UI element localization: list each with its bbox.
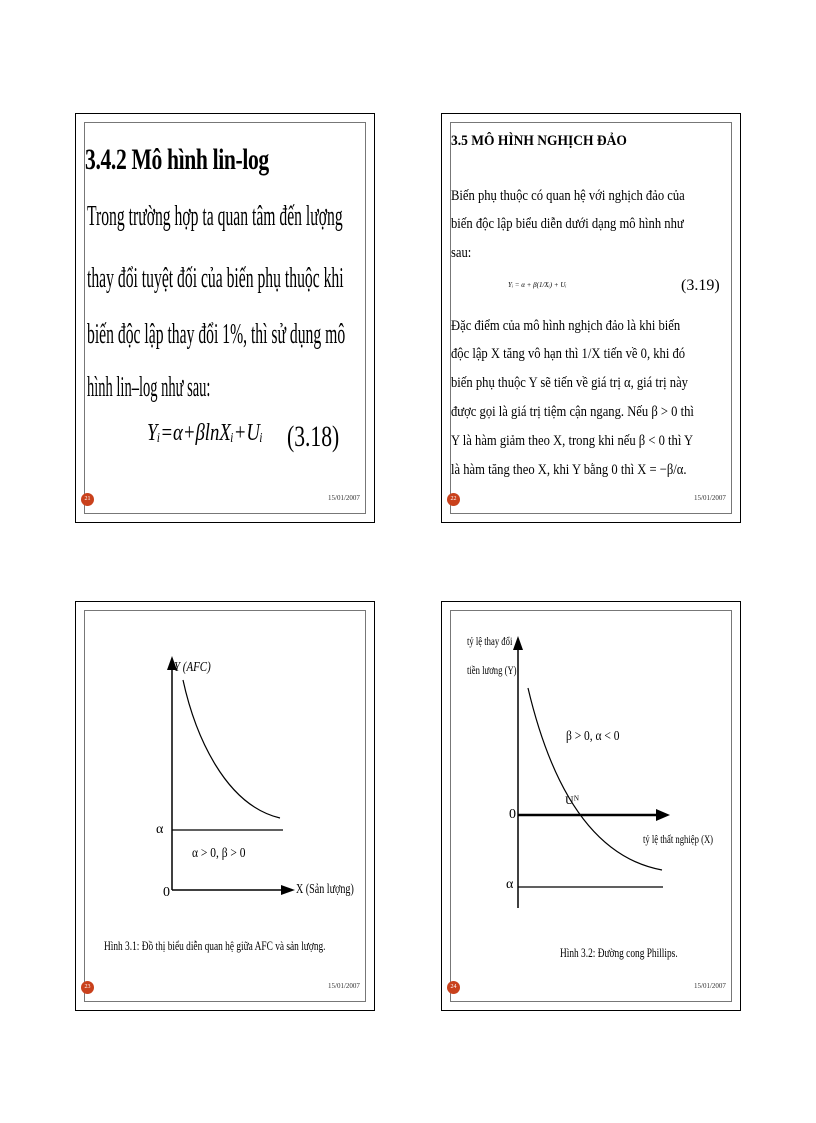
slide-21-title: 3.4.2 Mô hình lin-log xyxy=(85,143,269,176)
alpha-label: α xyxy=(156,822,164,837)
equation-3-18: Yᵢ=α+βlnXᵢ+Uᵢ xyxy=(147,420,263,446)
formula-3-19: Yᵢ = α + β(1/Xᵢ) + Uᵢ xyxy=(508,281,567,289)
figure-caption: Hình 3.2: Đường cong Phillips. xyxy=(560,945,678,960)
condition-label: β > 0, α < 0 xyxy=(566,729,620,744)
equation-number: (3.18) xyxy=(287,420,340,453)
page-number-badge: 24 xyxy=(447,981,460,994)
slide-21-text-line: Trong trường hợp ta quan tâm đến lượng xyxy=(87,200,343,232)
slide-22-text-line: biến độc lập biểu diễn dưới dạng mô hình như xyxy=(451,216,684,232)
equation-number: (3.19) xyxy=(681,277,720,294)
y-axis-label-line-1: tỷ lệ thay đổi xyxy=(467,634,513,648)
origin-label: 0 xyxy=(163,885,170,900)
slide-21-text-line: hình lin–log như sau: xyxy=(87,371,211,403)
y-axis-label: Y (AFC) xyxy=(174,660,211,675)
slide-22-text-line: được gọi là giá trị tiệm cận ngang. Nếu β > 0 thì xyxy=(451,404,694,420)
slide-22-title: 3.5 MÔ HÌNH NGHỊCH ĐẢO xyxy=(451,133,627,149)
slide-22-text-line: độc lập X tăng vô hạn thì 1/X tiến về 0, khi đó xyxy=(451,346,686,362)
zero-label: 0 xyxy=(509,807,516,822)
phillips-curve xyxy=(528,688,662,870)
x-axis-label: X (Sản lượng) xyxy=(296,882,354,897)
slide-date: 15/01/2007 xyxy=(328,982,360,990)
figure-caption: Hình 3.1: Đồ thị biểu diễn quan hệ giữa AFC và sản lượng. xyxy=(104,938,326,953)
y-axis-label-line-2: tiền lương (Y) xyxy=(467,663,517,677)
x-axis-label: tỷ lệ thất nghiệp (X) xyxy=(643,832,714,846)
slide-21-text-line: thay đổi tuyệt đối của biến phụ thuộc khi xyxy=(87,262,344,294)
slide-22-text-line: là hàm tăng theo X, khi Y bằng 0 thì X = −β/α. xyxy=(451,462,687,478)
slide-22-text-line: Y là hàm giảm theo X, trong khi nếu β < 0 thì Y xyxy=(451,433,694,449)
page-number-badge: 21 xyxy=(81,493,94,506)
slide-date: 15/01/2007 xyxy=(328,494,360,502)
slide-22-text-line: biến phụ thuộc Y sẽ tiến về giá trị α, giá trị này xyxy=(451,375,688,391)
x-axis-arrow xyxy=(656,809,670,821)
page-number-badge: 22 xyxy=(447,493,460,506)
slide-date: 15/01/2007 xyxy=(694,494,726,502)
slide-22-text-line: sau: xyxy=(451,245,472,261)
condition-label: α > 0, β > 0 xyxy=(192,846,246,861)
natural-unemployment-label: Uᴺ xyxy=(565,793,580,807)
page-number-badge: 23 xyxy=(81,981,94,994)
alpha-label: α xyxy=(506,877,514,892)
y-axis-arrow xyxy=(513,636,523,650)
slide-22-text-line: Biến phụ thuộc có quan hệ với nghịch đảo của xyxy=(451,188,685,204)
slide-21-text-line: biến độc lập thay đổi 1%, thì sử dụng mô xyxy=(87,318,346,350)
slide-22-text-line: Đặc điểm của mô hình nghịch đảo là khi biến xyxy=(451,318,681,334)
slide-date: 15/01/2007 xyxy=(694,982,726,990)
